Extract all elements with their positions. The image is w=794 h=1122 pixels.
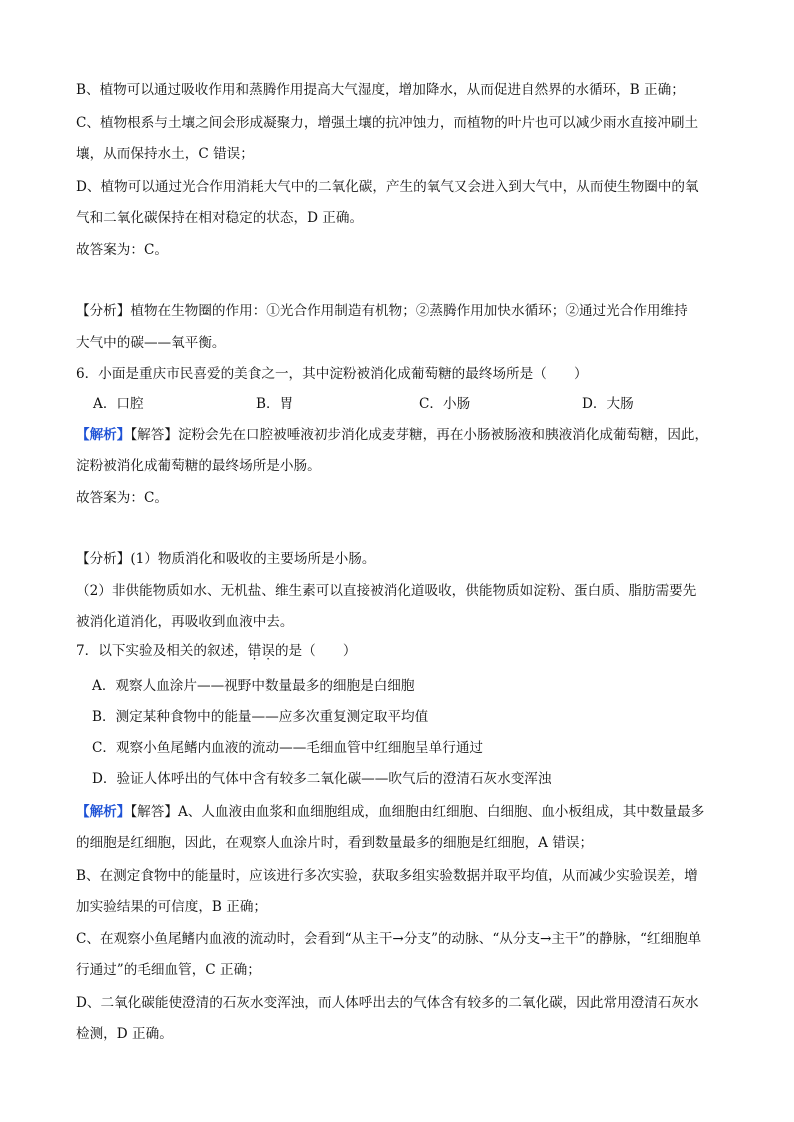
q7-stem-post: 的是（ ） [274,643,357,659]
q7-emphasis-char-1: 错 [247,643,262,659]
q5-option-c-explanation-line2: 壤，从而保持水土，C 错误； [76,146,254,162]
q6-options [93,394,713,414]
q7-option-d: D．验证人体呼出的气体中含有较多二氧化碳——吹气后的澄清石灰水变浑浊 [92,771,552,787]
q6-solution-line1 [76,425,708,445]
q7-option-c: C．观察小鱼尾鳍内血液的流动——毛细血管中红细胞呈单行通过 [92,740,484,756]
q7-option-a: A．观察人血涂片——视野中数量最多的细胞是白细胞 [92,678,415,694]
q6-question-stem: 6．小面是重庆市民喜爱的美食之一，其中淀粉被消化成葡萄糖的最终场所是（ ） [76,366,588,382]
jiexi-tag: 【解析】 [76,427,131,443]
q6-option-d: D．大肠 [582,396,634,412]
q7-solution-text: 【解答】A、人血液由血浆和血细胞组成，血细胞由红细胞、白细胞、血小板组成，其中数量最多 [130,804,705,820]
q5-analysis-line1: 【分析】植物在生物圈的作用：①光合作用制造有机物；②蒸腾作用加快水循环；②通过光合作用维持 [76,303,688,319]
q7-question-stem [76,641,357,661]
q6-analysis-line1: 【分析】(1）物质消化和吸收的主要场所是小肠。 [76,551,376,567]
q7-stem-pre: 7．以下实验及相关的叙述， [76,643,248,659]
q5-analysis-line2: 大气中的碳——氧平衡。 [76,335,226,351]
q7-option-d-explanation-line2: 检测，D 正确。 [76,1026,173,1042]
q5-answer: 故答案为：C。 [76,242,168,258]
q7-option-c-explanation-line2: 行通过”的毛细血管，C 正确； [76,962,261,978]
q7-option-d-explanation-line1: D、二氧化碳能使澄清的石灰水变浑浊，而人体呼出去的气体含有较多的二氧化碳，因此常用澄清石灰水 [76,995,699,1011]
jiexi-tag: 【解析】 [76,804,131,820]
q5-option-c-explanation-line1: C、植物根系与土壤之间会形成凝聚力，增强土壤的抗冲蚀力，而植物的叶片也可以减少雨水直接冲刷土 [76,115,699,131]
q6-solution-text: 【解答】淀粉会先在口腔被唾液初步消化成麦芽糖，再在小肠被肠液和胰液消化成葡萄糖，因此， [130,427,709,443]
q6-analysis-line2: （2）非供能物质如水、无机盐、维生素可以直接被消化道吸收，供能物质如淀粉、蛋白质、脂肪需要先 [76,583,697,599]
q5-option-b-explanation: B、植物可以通过吸收作用和蒸腾作用提高大气湿度，增加降水，从而促进自然界的水循环，B 正确； [76,82,685,98]
q5-option-d-explanation-line2: 气和二氧化碳保持在相对稳定的状态，D 正确。 [76,210,364,226]
q6-option-a: A．口腔 [93,396,144,412]
q7-option-b-explanation-line2: 加实验结果的可信度，B 正确； [76,899,268,915]
q7-solution-line1 [76,802,704,822]
q6-option-c: C．小肠 [419,396,471,412]
q6-analysis-line3: 被消化道消化，再吸收到血液中去。 [76,614,294,630]
q7-option-b-explanation-line1: B、在测定食物中的能量时，应该进行多次实验，获取多组实验数据并取平均值，从而减少实验误差，增 [76,868,698,884]
q6-solution-line2: 淀粉被消化成葡萄糖的最终场所是小肠。 [76,458,321,474]
q7-solution-line2: 的细胞是红细胞，因此，在观察人血涂片时，看到数量最多的细胞是红细胞，A 错误； [76,835,594,851]
q7-emphasis-char-2: 误 [261,643,275,659]
q5-option-d-explanation-line1: D、植物可以通过光合作用消耗大气中的二氧化碳，产生的氧气又会进入到大气中，从而使生物圈中的氧 [76,179,699,195]
q7-option-c-explanation-line1: C、在观察小鱼尾鳍内血液的流动时，会看到“从主干→分支”的动脉、“从分支→主干”的静脉，“红细胞单 [76,931,702,947]
q6-answer: 故答案为：C。 [76,490,168,506]
q7-option-b: B．测定某种食物中的能量——应多次重复测定取平均值 [92,709,429,725]
q6-option-b: B．胃 [256,396,294,412]
